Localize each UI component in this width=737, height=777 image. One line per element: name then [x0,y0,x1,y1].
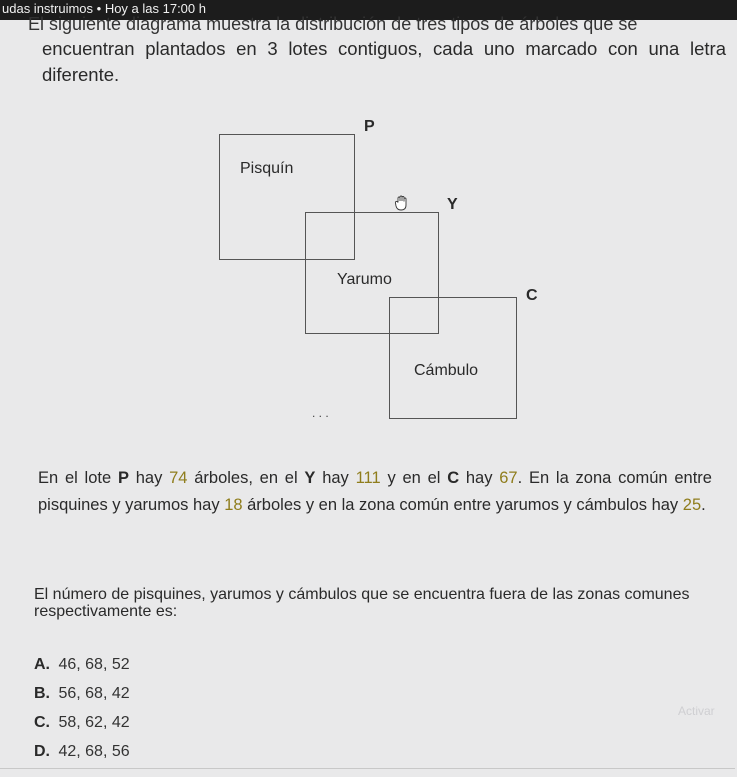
lot-p-letter: P [117,469,129,487]
story-text: y en el [380,469,448,487]
story-text: En el lote [38,469,118,487]
activation-watermark: Activar [678,704,715,718]
count-p-y-common: 18 [224,496,243,514]
count-y: 111 [355,469,381,487]
story-text: árboles y en la zona común entre yarumos y cámbulos hay [242,496,683,514]
story-text: . En la zona común entre pisquines y yarumos hay [38,469,712,514]
lot-c-box [389,297,517,419]
hand-cursor-icon [393,194,411,217]
count-y-c-common: 25 [682,496,702,514]
lot-c-letter: C [447,469,460,487]
question-text: El número de pisquines, yarumos y cámbulos que se encuentra fuera de las zonas comunes respectivamente es: [34,586,690,620]
diagram-dots: . . . [312,406,329,420]
option-letter: C. [34,714,50,731]
option-text: 58, 62, 42 [58,714,130,731]
story-text: hay [315,469,356,487]
option-text: 56, 68, 42 [58,685,130,702]
story-text: hay [459,469,500,487]
option-letter: A. [34,656,50,673]
option-letter: B. [34,685,50,702]
option-text: 42, 68, 56 [58,743,130,760]
lot-y-letter: Y [304,469,316,487]
lot-c-name: Cámbulo [414,362,479,379]
cut-off-intro-text: El siguiente diagrama muestra la distribución de tres tipos de árboles que se [28,14,638,34]
story-text: árboles, en el [187,469,305,487]
intro-paragraph: encuentran plantados en 3 lotes contiguos, cada uno marcado con una letra diferente. [42,38,726,85]
option-letter: D. [34,743,50,760]
cut-off-intro-line [28,14,733,34]
option-d[interactable] [34,741,130,770]
lot-y-label: Y [447,196,458,213]
answer-options [34,654,130,770]
count-p: 74 [169,469,188,487]
lot-c-label: C [526,287,538,304]
lot-p-name: Pisquín [240,160,294,177]
count-c: 67 [499,469,518,487]
bottom-divider [0,768,735,769]
problem-statement [38,465,712,519]
option-text: 46, 68, 52 [58,656,130,673]
lot-y-name: Yarumo [337,271,392,288]
lot-p-label: P [364,118,375,135]
option-a[interactable] [34,654,130,683]
story-text: hay [128,469,170,487]
option-b[interactable] [34,683,130,712]
option-c[interactable] [34,712,130,741]
story-text: . [701,496,706,514]
notification-text: udas instruimos • Hoy a las 17:00 h [2,1,206,16]
